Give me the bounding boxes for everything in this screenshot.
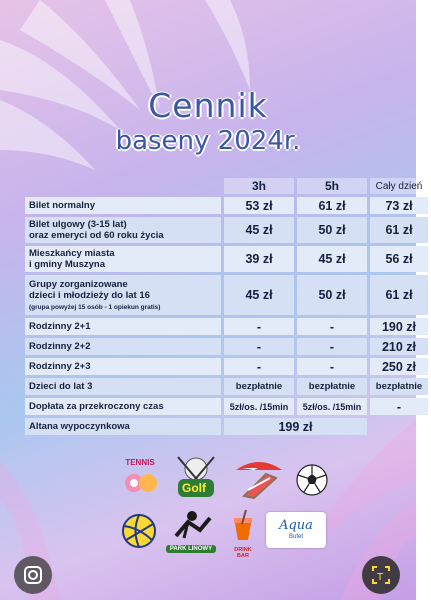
price-cell: - [297, 318, 367, 335]
price-cell: bezpłatnie [224, 378, 294, 395]
table-header-row [25, 178, 428, 194]
price-cell: - [224, 358, 294, 375]
price-cell: - [224, 338, 294, 355]
price-table [22, 175, 431, 438]
price-cell: - [224, 318, 294, 335]
table-row [25, 246, 428, 272]
golf-logo-text: Golf [182, 481, 206, 495]
aqua-bufet-logo-icon [266, 512, 326, 548]
drink-bar-icon [228, 510, 258, 559]
golf-logo-icon [172, 455, 220, 501]
price-cell: bezpłatnie [370, 378, 428, 395]
price-cell: 61 zł [370, 217, 428, 243]
price-cell: 210 zł [370, 338, 428, 355]
column-header: 3h [224, 178, 294, 194]
svg-text:T: T [377, 572, 384, 583]
table-row [25, 217, 428, 243]
row-label: Grupy zorganizowane dzieci i młodzieży do lat 16 (grupa powyżej 15 osób - 1 opiekun gratis) [25, 275, 221, 315]
row-label: Dopłata za przekroczony czas [25, 398, 221, 415]
price-cell: 45 zł [297, 246, 367, 272]
price-cell: - [370, 398, 428, 415]
tennis-logo-icon [118, 458, 162, 498]
price-cell: 45 zł [224, 217, 294, 243]
empty-cell [370, 418, 428, 435]
table-row [25, 398, 428, 415]
lens-button[interactable] [14, 556, 52, 594]
row-label: Bilet normalny [25, 197, 221, 214]
page-subtitle: baseny 2024r. [115, 126, 301, 156]
price-cell: 250 zł [370, 358, 428, 375]
price-cell: 61 zł [297, 197, 367, 214]
table-row [25, 197, 428, 214]
row-label: Altana wypoczynkowa [25, 418, 221, 435]
row-label: Rodzinny 2+3 [25, 358, 221, 375]
table-row [25, 318, 428, 335]
price-cell: 5zł/os. /15min [297, 398, 367, 415]
column-header: Cały dzień [370, 178, 428, 194]
row-label: Dzieci do lat 3 [25, 378, 221, 395]
price-cell: 73 zł [370, 197, 428, 214]
price-cell: bezpłatnie [297, 378, 367, 395]
price-cell: 53 zł [224, 197, 294, 214]
price-cell: 50 zł [297, 275, 367, 315]
table-row [25, 275, 428, 315]
price-cell: 45 zł [224, 275, 294, 315]
row-label: Rodzinny 2+2 [25, 338, 221, 355]
volleyball-icon [122, 514, 156, 548]
aqua-logo-text: Aqua [279, 518, 313, 533]
drink-bar-label: DRINK BAR [234, 547, 252, 559]
aqua-logo-subtext: Bufet [288, 534, 303, 540]
soccer-ball-icon [296, 464, 328, 496]
price-cell: 61 zł [370, 275, 428, 315]
price-cell: 5zł/os. /15min [224, 398, 294, 415]
price-cell: 56 zł [370, 246, 428, 272]
page-title: Cennik [148, 86, 268, 125]
price-cell: 199 zł [224, 418, 367, 435]
header-empty-cell [25, 178, 221, 194]
column-header: 5h [297, 178, 367, 194]
price-cell: 50 zł [297, 217, 367, 243]
row-note: (grupa powyżej 15 osób - 1 opiekun gratis) [29, 303, 161, 311]
price-cell: - [297, 338, 367, 355]
scan-icon [362, 556, 400, 594]
rope-park-icon [166, 510, 216, 554]
price-cell: 39 zł [224, 246, 294, 272]
row-label: Mieszkańcy miasta i gminy Muszyna [25, 246, 221, 272]
price-cell: - [297, 358, 367, 375]
lens-icon [14, 556, 52, 594]
beach-chair-icon [232, 456, 286, 500]
row-label: Bilet ulgowy (3-15 lat) oraz emeryci od 60 roku życia [25, 217, 221, 243]
table-row [25, 358, 428, 375]
tennis-logo-text: TENNIS [125, 458, 155, 467]
table-row [25, 378, 428, 395]
scan-button[interactable] [362, 556, 400, 594]
price-cell: 190 zł [370, 318, 428, 335]
row-label: Rodzinny 2+1 [25, 318, 221, 335]
rope-park-label: PARK LINOWY [166, 545, 216, 553]
table-row [25, 418, 428, 435]
table-row [25, 338, 428, 355]
